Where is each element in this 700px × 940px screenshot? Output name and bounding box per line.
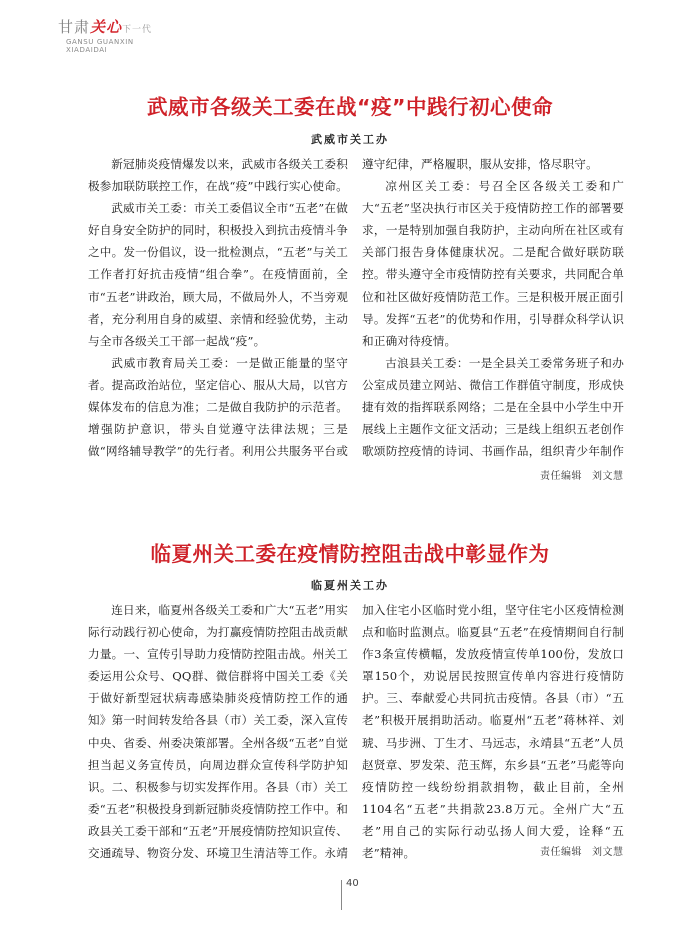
page-divider-line xyxy=(341,880,342,910)
logo-text-right: 下一代 xyxy=(122,25,153,35)
logo-en-line2: XIADAIDAI xyxy=(66,46,108,54)
logo-english xyxy=(66,38,134,54)
article-1-paragraph: 武威市关工委：市关工委倡议全市“五老”在做好自身安全防护的同时，积极投入到抗击疫情斗争之中。发一份倡议，设一批检测点，“五老”与关工工作者打好抗击疫情“组合拳”。在疫情面前，全市“五老”讲政治，顾大局，不做局外人，不当旁观者，充分利用自身的威望、亲情和经验优势，主动与全市各级关工干部一起战“疫”。 xyxy=(88,201,348,348)
article-2-left-column xyxy=(88,599,348,864)
article-2-title: 临夏州关工委在疫情防控阻击战中彰显作为 xyxy=(150,542,550,566)
editor-label: 责任编辑 xyxy=(540,847,582,858)
article-1-paragraph: 武威市教育局关工委：一是做正能量的坚守者。提高政治站位，坚定信心、服从大局，以官方媒体发布的信息为准；二是做自我防护的示范者。增强防护意识，带头自觉遵守法律法规；三是做“网络辅导教学”的先行者。利用公共服务平台或 xyxy=(88,355,348,459)
article-1-left-column xyxy=(88,153,348,463)
article-1-byline: 武威市关工办 xyxy=(311,133,389,146)
page-number: 40 xyxy=(346,878,359,889)
article-1-paragraph: 古浪县关工委：一是全县关工委常务班子和办公室成员建立网站、微信工作群值守制度，形成快捷有效的指挥联系网络；二是在全县中小学生中开展线上主题作文征文活动；三是线上组织五老创作歌颂防控疫情的诗词、书画作品，组织青少年制作 xyxy=(362,355,624,459)
editor-name: 刘文慧 xyxy=(592,471,624,482)
logo-en-line1: GANSU GUANXIN xyxy=(66,38,134,46)
article-2-right-column xyxy=(362,599,624,864)
article-2-editor xyxy=(540,843,624,858)
article-1-right-column xyxy=(362,153,624,463)
article-1-editor xyxy=(540,467,624,482)
editor-label: 责任编辑 xyxy=(540,471,582,482)
article-2-paragraph: 加入住宅小区临时党小组，坚守住宅小区疫情检测点和临时监测点。临夏县“五老”在疫情期间自行制作3条宣传横幅，发放疫情宣传单100份，发放口罩150个，劝说居民按照宣传单内容进行疫情防护。三、奉献爱心共同抗击疫情。各县（市）“五老”积极开展捐助活动。临夏州“五老”蒋林祥、刘琥、马步洲、丁生才、马远志，永靖县“五老”人员赵贤章、罗发荣、范玉辉，东乡县“五老”马彪等向疫情防控一线纷纷捐款捐物，截止目前，全州1104名“五老”共捐款23.8万元。全州广大“五老”用自己的实际行动弘扬人间大爱，诠释“五老”精神。 xyxy=(362,603,624,861)
logo-text-left: 甘肃 xyxy=(58,18,91,36)
logo-chinese xyxy=(58,16,152,37)
article-2-paragraph: 连日来，临夏州各级关工委和广大“五老”用实际行动践行初心使命，为打赢疫情防控阻击战贡献力量。一、宣传引导助力疫情防控阻击战。州关工委运用公众号、QQ群、微信群将中国关工委《关于做好新型冠状病毒感染肺炎疫情防控工作的通知》第一时间转发给各县（市）关工委，深入宣传中央、省委、州委决策部署。全州各级“五老”自觉担当起义务宣传员，向周边群众宣传科学防护知识。二、积极参与切实发挥作用。各县（市）关工委“五老”积极投身到新冠肺炎疫情防控工作中。和政县关工委干部和“五老”开展疫情防控知识宣传、交通疏导、物资分发、环境卫生清洁等工作。永靖 xyxy=(88,603,348,861)
article-2-byline: 临夏州关工办 xyxy=(311,579,389,592)
article-1-title: 武威市各级关工委在战“疫”中践行初心使命 xyxy=(147,95,553,119)
article-1-paragraph: 凉州区关工委：号召全区各级关工委和广大“五老”坚决执行市区关于疫情防控工作的部署要求，一是特别加强自我防护，主动向所在社区或有关部门报告身体健康状况。二是配合做好联防联控。带头遵守全市疫情防控有关要求，共同配合单位和社区做好疫情防范工作。三是积极开展正面引导。发挥“五老”的优势和作用，引导群众科学认识和正确对待疫情。 xyxy=(362,179,624,348)
logo-text-mid: 关心 xyxy=(90,18,123,36)
magazine-logo xyxy=(58,16,178,60)
editor-name: 刘文慧 xyxy=(592,847,624,858)
article-1-paragraph: 新冠肺炎疫情爆发以来，武威市各级关工委积极参加联防联控工作，在战“疫”中践行实心使命。 xyxy=(88,157,348,194)
article-1-paragraph: 遵守纪律，严格履职，服从安排，恪尽职守。 xyxy=(362,157,598,171)
